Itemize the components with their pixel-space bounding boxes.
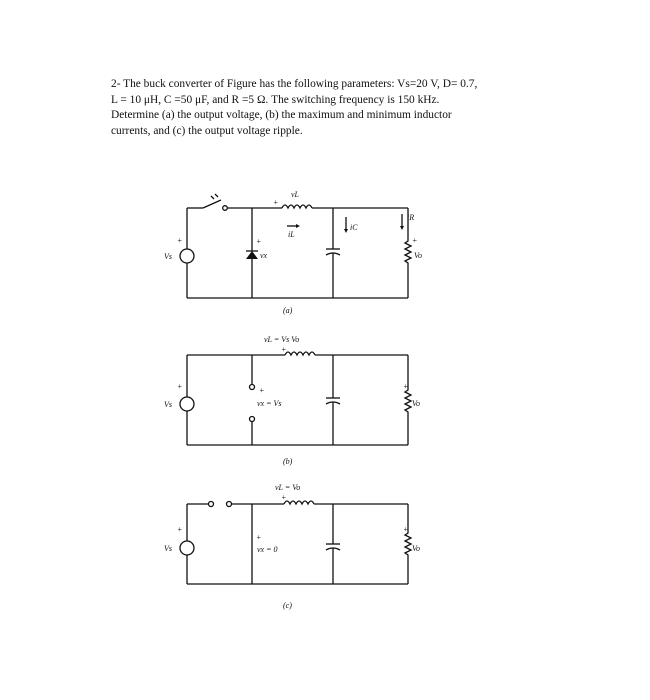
- switch-a: [203, 200, 221, 208]
- problem-line-1: 2- The buck converter of Figure has the following parameters: Vs=20 V, D= 0.7,: [111, 78, 478, 90]
- vs-plus-a: +: [177, 236, 183, 245]
- caption-c: (c): [283, 601, 292, 610]
- svg-text:+: +: [281, 345, 287, 354]
- svg-text:+: +: [403, 382, 409, 391]
- inductor-a: [282, 205, 312, 208]
- vx-eq-b: vx = Vs: [257, 399, 282, 408]
- vx-label-a: vx: [260, 251, 268, 260]
- voltage-source-b: [180, 397, 194, 411]
- caption-a: (a): [283, 306, 293, 315]
- vo-label-a: Vo: [414, 251, 422, 260]
- problem-line-4: currents, and (c) the output voltage ripple.: [111, 124, 303, 137]
- svg-text:+: +: [259, 386, 265, 395]
- resistor-b: [405, 355, 411, 445]
- vo-label-b: Vo: [412, 399, 420, 408]
- vl-eq-c: vL = Vo: [275, 483, 301, 492]
- svg-text:+: +: [412, 236, 418, 245]
- inductor-b: [285, 352, 315, 355]
- ir-label-a: iR: [407, 213, 415, 222]
- vs-label-a: Vs: [164, 252, 172, 261]
- inductor-c: [284, 501, 314, 504]
- svg-text:+: +: [281, 493, 287, 502]
- terminal-top-b: [250, 385, 255, 390]
- svg-text:+: +: [273, 198, 279, 207]
- terminal-bottom-b: [250, 417, 255, 422]
- circuit-a: [164, 190, 422, 315]
- svg-text:+: +: [403, 525, 409, 534]
- problem-line-3: Determine (a) the output voltage, (b) the maximum and minimum inductor: [111, 109, 452, 122]
- caption-b: (b): [283, 457, 293, 466]
- svg-text:+: +: [177, 525, 183, 534]
- resistor-c: [405, 504, 411, 584]
- il-label-a: iL: [288, 230, 295, 239]
- voltage-source-c: [180, 541, 194, 555]
- vl-eq-b: vL = Vs Vo: [264, 335, 300, 344]
- vo-label-c: Vo: [412, 544, 420, 553]
- circuit-c: [164, 483, 420, 610]
- diode-a: [246, 251, 258, 259]
- problem-line-2: L = 10 μH, C =50 μF, and R =5 Ω. The switching frequency is 150 kHz.: [111, 93, 440, 106]
- vl-label-a: vL: [291, 190, 299, 199]
- svg-text:+: +: [177, 382, 183, 391]
- svg-text:+: +: [256, 237, 262, 246]
- vs-label-c: Vs: [164, 544, 172, 553]
- vx-eq-c: vx = 0: [257, 545, 278, 554]
- circuit-b: [164, 335, 420, 466]
- voltage-source-a: [180, 249, 194, 263]
- svg-text:+: +: [256, 533, 262, 542]
- ic-label-a: iC: [350, 223, 358, 232]
- switch-open-left-c: [209, 502, 214, 507]
- vs-label-b: Vs: [164, 400, 172, 409]
- switch-open-right-c: [227, 502, 232, 507]
